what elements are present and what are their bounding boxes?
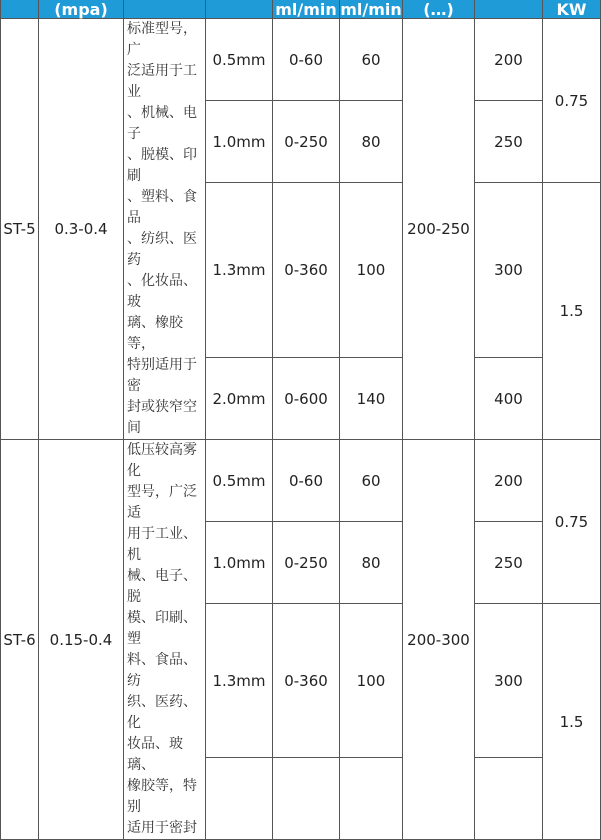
description-text: 标准型号，广 泛适用于工业 、机械、电子 、脱模、印刷 、塑料、食品 、纺织、医药 、化妆品、玻 璃、橡胶等， 特别适用于密 封或狭窄空间 bbox=[127, 21, 197, 436]
flow-cell: 0-360 bbox=[273, 604, 340, 758]
model-cell: ST-6 bbox=[1, 440, 39, 840]
flow2-cell: 80 bbox=[340, 522, 403, 604]
nozzle-cell: 1.3mm bbox=[206, 183, 273, 358]
range-cell: 200-250 bbox=[403, 19, 475, 440]
header-cell: (…) bbox=[403, 0, 475, 19]
flow-cell: 0-60 bbox=[273, 440, 340, 522]
pressure-cell: 0.3-0.4 bbox=[39, 19, 124, 440]
power-cell: 0.75 bbox=[543, 440, 601, 604]
flow-cell: 0-250 bbox=[273, 101, 340, 183]
nozzle-cell: 0.5mm bbox=[206, 440, 273, 522]
description-cell bbox=[124, 19, 206, 440]
header-cell: ml/min bbox=[340, 0, 403, 19]
model-cell: ST-5 bbox=[1, 19, 39, 440]
flow2-cell: 80 bbox=[340, 101, 403, 183]
header-cell bbox=[124, 0, 206, 19]
value-cell: 250 bbox=[475, 101, 543, 183]
flow2-cell: 60 bbox=[340, 19, 403, 101]
header-row bbox=[1, 0, 601, 19]
flow-cell: 0-600 bbox=[273, 358, 340, 440]
header-cell: KW bbox=[543, 0, 601, 19]
value-cell: 300 bbox=[475, 183, 543, 358]
table-row bbox=[1, 440, 601, 522]
nozzle-cell: 2.0mm bbox=[206, 358, 273, 440]
flow-cell bbox=[273, 758, 340, 840]
flow2-cell: 100 bbox=[340, 604, 403, 758]
value-cell: 200 bbox=[475, 440, 543, 522]
value-cell bbox=[475, 758, 543, 840]
flow2-cell: 60 bbox=[340, 440, 403, 522]
header-cell bbox=[206, 0, 273, 19]
header-cell: (mpa) bbox=[39, 0, 124, 19]
description-cell bbox=[124, 440, 206, 840]
description-text: 低压较高雾化 型号，广泛适 用于工业、机 械、电子、脱 模、印刷、塑 料、食品、纺 织、医药、化 妆品、玻璃、 橡胶等，特别 适用于密封 bbox=[127, 442, 197, 836]
value-cell: 400 bbox=[475, 358, 543, 440]
flow2-cell: 140 bbox=[340, 358, 403, 440]
flow2-cell bbox=[340, 758, 403, 840]
flow-cell: 0-60 bbox=[273, 19, 340, 101]
value-cell: 200 bbox=[475, 19, 543, 101]
header-cell: ml/min bbox=[273, 0, 340, 19]
table-row bbox=[1, 19, 601, 101]
power-cell: 0.75 bbox=[543, 19, 601, 183]
value-cell: 300 bbox=[475, 604, 543, 758]
nozzle-cell: 1.0mm bbox=[206, 101, 273, 183]
nozzle-cell: 0.5mm bbox=[206, 19, 273, 101]
flow-cell: 0-360 bbox=[273, 183, 340, 358]
header-cell bbox=[475, 0, 543, 19]
pressure-cell: 0.15-0.4 bbox=[39, 440, 124, 840]
header-cell bbox=[1, 0, 39, 19]
flow2-cell: 100 bbox=[340, 183, 403, 358]
value-cell: 250 bbox=[475, 522, 543, 604]
flow-cell: 0-250 bbox=[273, 522, 340, 604]
nozzle-cell: 1.0mm bbox=[206, 522, 273, 604]
range-cell: 200-300 bbox=[403, 440, 475, 840]
power-cell: 1.5 bbox=[543, 183, 601, 440]
power-cell: 1.5 bbox=[543, 604, 601, 840]
nozzle-cell bbox=[206, 758, 273, 840]
nozzle-cell: 1.3mm bbox=[206, 604, 273, 758]
